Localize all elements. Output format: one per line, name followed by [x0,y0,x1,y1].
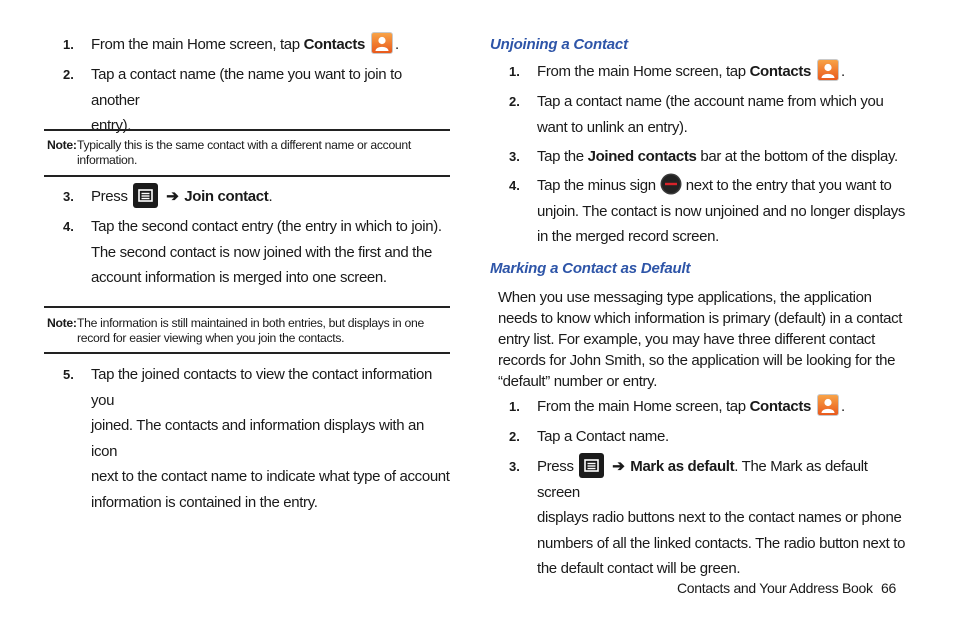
section-heading: Unjoining a Contact [490,36,628,53]
step-number: 3. [63,189,74,204]
step-number: 5. [63,367,74,382]
step-number: 4. [509,178,520,193]
step-number: 3. [509,459,520,474]
arrow-icon: ➔ [166,188,179,205]
footer-section-title: Contacts and Your Address Book [677,580,873,596]
note-label: Note: [47,316,77,330]
step-number: 3. [509,149,520,164]
contacts-icon [817,394,839,416]
default-paragraph: When you use messaging type applications, the application needs to know which information is primary (default) in a contact entry list. For example, you may have three different contact records for John Smith, so the application will be looking for the “default” number or entry. [498,289,903,390]
note-box [44,306,450,354]
page-number: 66 [881,580,896,596]
step-2-text: Tap a contact name (the name you want to join to another entry). [91,66,402,134]
note-label: Note: [47,138,77,152]
unjoin-step-3-text: Tap the Joined contacts bar at the bottom of the display. [537,148,898,165]
step-number: 1. [63,37,74,52]
note-box [44,129,450,177]
step-4-text: Tap the second contact entry (the entry in which to join). The second contact is now joined with the first and the account information is merged into one screen. [91,218,442,286]
contacts-icon [817,59,839,81]
step-number: 2. [509,94,520,109]
step-1-text: From the main Home screen, tap Contacts . [91,32,399,58]
step-number: 1. [509,64,520,79]
step-number: 4. [63,219,74,234]
note-text: The information is still maintained in both entries, but displays in one record for easier viewing when you join the contacts. [77,316,424,345]
default-step-3-text: Press ➔ Mark as default. The Mark as default screen displays radio buttons next to the contact names or phone numbers of all the linked contacts. The radio button next to the default contact will be green. [537,454,907,582]
step-number: 2. [63,67,74,82]
section-heading: Marking a Contact as Default [490,260,691,277]
minus-icon [660,173,682,195]
menu-key-icon [579,453,604,478]
arrow-icon: ➔ [612,458,625,475]
unjoin-step-4-text: Tap the minus sign next to the entry that you want to unjoin. The contact is now unjoined and no longer displays in the merged record screen. [537,173,907,250]
step-number: 1. [509,399,520,414]
step-number: 2. [509,429,520,444]
default-step-2-text: Tap a Contact name. [537,428,669,445]
unjoin-step-1-text: From the main Home screen, tap Contacts . [537,59,845,85]
step-5-text: Tap the joined contacts to view the contact information you joined. The contacts and information displays with an icon next to the contact name to indicate what type of account information is contained in the entry. [91,366,450,511]
unjoin-step-2-text: Tap a contact name (the account name from which you want to unlink an entry). [537,93,884,136]
step-3-text: Press ➔ Join contact. [91,184,272,210]
default-step-1-text: From the main Home screen, tap Contacts . [537,394,845,420]
note-text: Typically this is the same contact with a different name or account information. [77,138,411,167]
menu-key-icon [133,183,158,208]
contacts-icon [371,32,393,54]
